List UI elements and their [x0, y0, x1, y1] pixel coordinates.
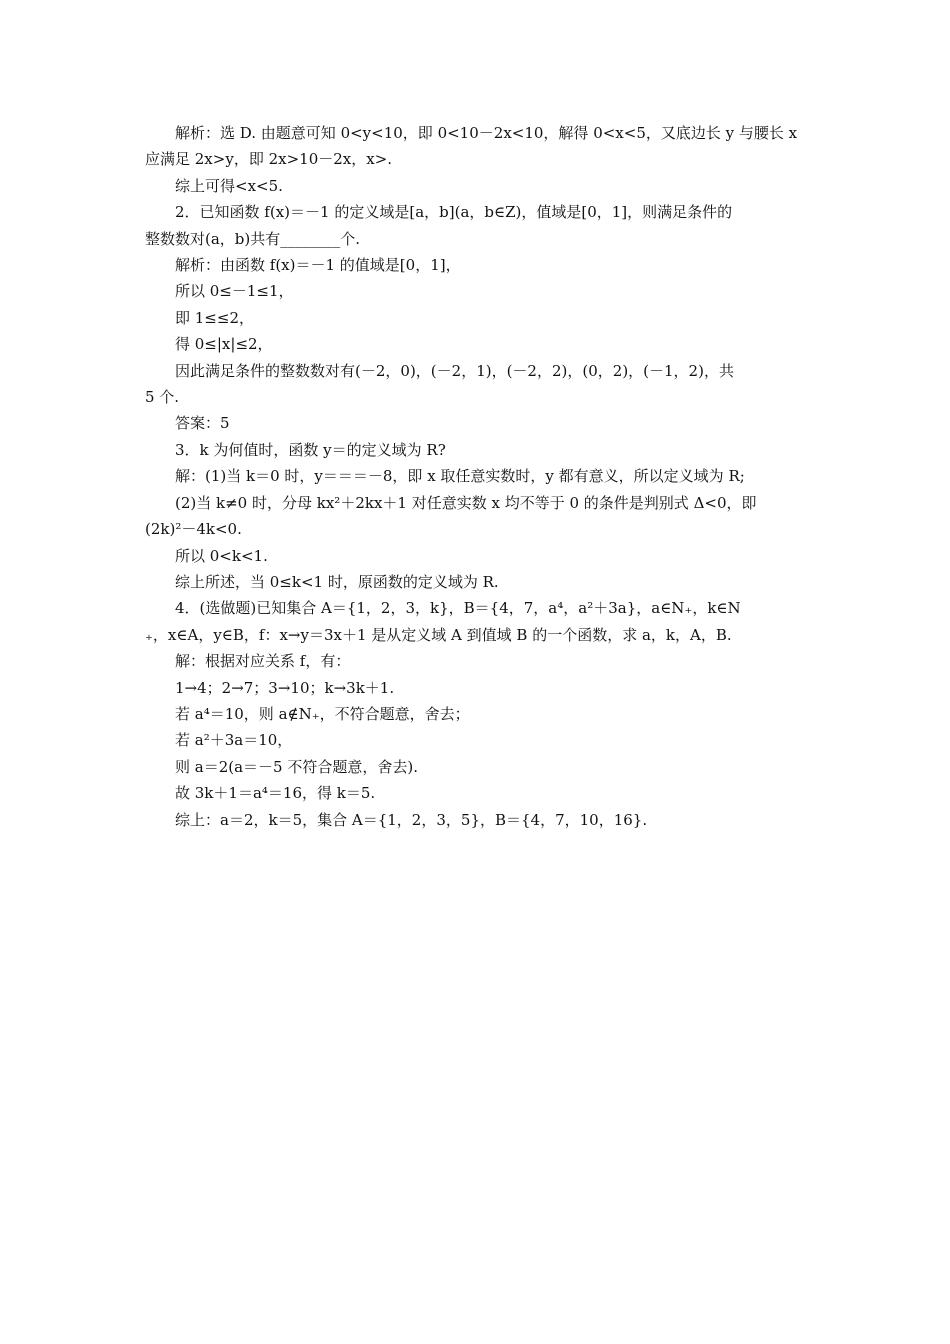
text-line: 若 a²＋3a＝10， [175, 731, 293, 750]
text-line: 综上可得<x<5. [175, 176, 283, 195]
text-line: 整数数对(a，b)共有________个. [145, 229, 361, 248]
text-line: 故 3k＋1＝a⁴＝16，得 k＝5. [175, 784, 376, 803]
answer-line: 答案：5 [175, 414, 230, 433]
text-line: 解：(1)当 k＝0 时，y＝＝＝－8，即 x 取任意实数时，y 都有意义，所以定义域为 R; [175, 467, 745, 486]
text-line: 综上所述，当 0≤k<1 时，原函数的定义域为 R. [175, 572, 499, 591]
text-line: ₊，x∈A，y∈B，f：x→y＝3x＋1 是从定义域 A 到值域 B 的一个函数，求 a，k，A，B. [145, 625, 732, 644]
text-line: 因此满足条件的整数数对有(－2，0)，(－2，1)，(－2，2)，(0，2)，(－1，2)，共 [175, 361, 734, 380]
text-line: 得 0≤|x|≤2， [175, 335, 273, 354]
text-line: (2)当 k≠0 时，分母 kx²＋2kx＋1 对任意实数 x 均不等于 0 的条件是判别式 Δ<0，即 [175, 493, 757, 512]
text-line: (2k)²－4k<0. [145, 520, 242, 539]
text-line: 解：根据对应关系 f，有： [175, 652, 351, 671]
text-line: 解析：由函数 f(x)＝－1 的值域是[0，1]， [175, 256, 461, 275]
question-3-line: 3．k 为何值时，函数 y＝的定义域为 R? [175, 440, 446, 459]
text-line: 1→4；2→7；3→10；k→3k＋1. [175, 678, 395, 697]
text-line: 即 1≤≤2， [175, 308, 254, 327]
question-4-line: 4．(选做题)已知集合 A＝{1，2，3，k}，B＝{4，7，a⁴，a²＋3a}，a∈N₊，k∈N [175, 599, 741, 618]
text-line: 解析：选 D. 由题意可知 0<y<10，即 0<10－2x<10，解得 0<x<5，又底边长 y 与腰长 x [175, 124, 798, 142]
text-line: 应满足 2x>y，即 2x>10－2x，x>. [145, 150, 393, 169]
text-line: 5 个. [145, 388, 180, 407]
document-body [145, 120, 810, 833]
question-2-line: 2．已知函数 f(x)＝－1 的定义域是[a，b](a，b∈Z)，值域是[0，1]，则满足条件的 [175, 203, 733, 222]
text-line: 则 a＝2(a＝－5 不符合题意，舍去). [175, 757, 418, 776]
text-line: 所以 0≤－1≤1， [175, 282, 294, 301]
text-line: 若 a⁴＝10，则 a∉N₊，不符合题意，舍去； [175, 704, 470, 723]
text-line: 所以 0<k<1. [175, 546, 268, 565]
text-line: 综上：a＝2，k＝5，集合 A＝{1，2，3，5}，B＝{4，7，10，16}. [175, 810, 648, 829]
